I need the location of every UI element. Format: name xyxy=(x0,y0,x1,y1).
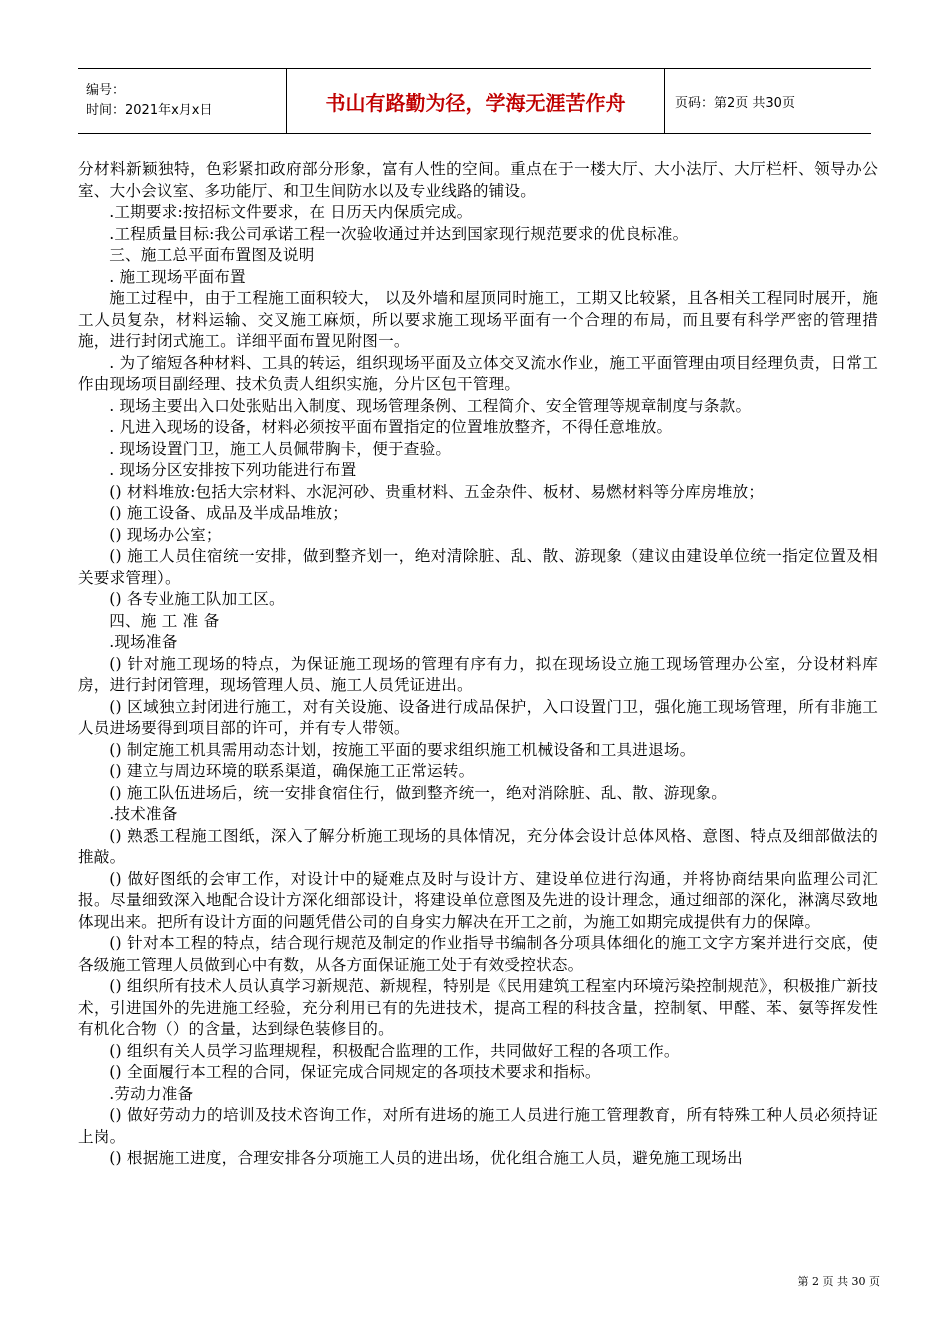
paragraph: () 针对施工现场的特点，为保证施工现场的管理有序有力，拟在现场设立施工现场管理办公室，分设材料库房，进行封闭管理，现场管理人员、施工人员凭证进出。 xyxy=(78,654,878,694)
paragraph: 施工过程中，由于工程施工面积较大， 以及外墙和屋顶同时施工，工期又比较紧，且各相关工程同时展开，施工人员复杂，材料运输、交叉施工麻烦，所以要求施工现场平面有一个合理的布局，而且要有科学严密的管理措施，进行封闭式施工。详细平面布置见附图一。 xyxy=(78,289,878,350)
document-header xyxy=(78,68,871,134)
paragraph: () 根据施工进度，合理安排各分项施工人员的进出场，优化组合施工人员，避免施工现场出 xyxy=(109,1149,743,1167)
paragraph: () 施工人员住宿统一安排，做到整齐划一，绝对清除脏、乱、散、游现象（建议由建设单位统一指定位置及相关要求管理）。 xyxy=(78,547,878,587)
header-meta xyxy=(78,69,287,134)
paragraph: () 组织有关人员学习监理规程，积极配合监理的工作，共同做好工程的各项工作。 xyxy=(109,1041,680,1060)
paragraph: () 全面履行本工程的合同，保证完成合同规定的各项技术要求和指标。 xyxy=(109,1063,601,1081)
paragraph: .技术准备 xyxy=(109,805,178,823)
paragraph: () 熟悉工程施工图纸，深入了解分析施工现场的具体情况，充分体会设计总体风格、意图、特点及细部做法的推敲。 xyxy=(78,826,878,866)
paragraph: . 施工现场平面布置 xyxy=(109,267,246,286)
paragraph: .现场准备 xyxy=(109,633,178,651)
paragraph: () 区域独立封闭进行施工，对有关设施、设备进行成品保护，入口设置门卫，强化施工现场管理，所有非施工人员进场要得到项目部的许可，并有专人带领。 xyxy=(78,697,878,737)
document-body xyxy=(78,159,878,1170)
paragraph: () 做好图纸的会审工作，对设计中的疑难点及时与设计方、建设单位进行沟通，并将协商结果向监理公司汇报。尽量细致深入地配合设计方深化细部设计，将建设单位意图及先进的设计理念，通过细部的深化，淋漓尽致地体现出来。把所有设计方面的问题凭借公司的自身实力解决在开工之前，为施工如期完成提供有力的保障。 xyxy=(78,869,878,931)
paragraph: () 施工队伍进场后，统一安排食宿住行，做到整齐统一，绝对消除脏、乱、散、游现象。 xyxy=(109,783,728,802)
paragraph: () 组织所有技术人员认真学习新规范、新规程，特别是《民用建筑工程室内环境污染控制规范》，积极推广新技术，引进国外的先进施工经验，充分利用已有的先进技术，提高工程的科技含量，控制氡、甲醛、苯、氨等挥发性有机化合物（）的含量，达到绿色装修目的。 xyxy=(78,977,878,1038)
paragraph: . 凡进入现场的设备，材料必须按平面布置指定的位置堆放整齐，不得任意堆放。 xyxy=(109,418,673,436)
document-number-label: 编号： xyxy=(86,83,126,98)
header-page-number: 页码：第2页 共30页 xyxy=(665,69,872,134)
paragraph: .劳动力准备 xyxy=(109,1084,194,1103)
paragraph: () 各专业施工队加工区。 xyxy=(109,590,285,608)
paragraph: .工期要求:按招标文件要求，在 日历天内保质完成。 xyxy=(109,203,473,221)
paragraph: () 现场办公室； xyxy=(109,525,222,544)
paragraph: . 现场设置门卫，施工人员佩带胸卡，便于查验。 xyxy=(109,439,452,458)
paragraph: .工程质量目标:我公司承诺工程一次验收通过并达到国家现行规范要求的优良标准。 xyxy=(109,224,689,243)
header-motto: 书山有路勤为径，学海无涯苦作舟 xyxy=(287,69,665,134)
paragraph: () 做好劳动力的培训及技术咨询工作，对所有进场的施工人员进行施工管理教育，所有特殊工种人员必须持证上岗。 xyxy=(78,1106,878,1146)
paragraph: () 建立与周边环境的联系渠道，确保施工正常运转。 xyxy=(109,762,475,780)
paragraph: () 材料堆放:包括大宗材料、水泥河砂、贵重材料、五金杂件、板材、易燃材料等分库房堆放； xyxy=(109,482,765,501)
paragraph: . 为了缩短各种材料、工具的转运，组织现场平面及立体交叉流水作业，施工平面管理由项目经理负责，日常工作由现场项目副经理、技术负责人组织实施，分片区包干管理。 xyxy=(78,353,878,393)
paragraph: . 现场分区安排按下列功能进行布置 xyxy=(109,461,357,479)
page-footer: 第 2 页 共 30 页 xyxy=(797,1275,880,1288)
paragraph: 三、施工总平面布置图及说明 xyxy=(109,246,315,264)
paragraph: () 制定施工机具需用动态计划，按施工平面的要求组织施工机械设备和工具进退场。 xyxy=(109,740,696,759)
document-date: 时间：2021年x月x日 xyxy=(86,103,213,118)
paragraph: 四、施 工 准 备 xyxy=(109,611,220,630)
paragraph: () 针对本工程的特点，结合现行规范及制定的作业指导书编制各分项具体细化的施工文字方案并进行交底，使各级施工管理人员做到心中有数，从各方面保证施工处于有效受控状态。 xyxy=(78,934,878,974)
paragraph: 分材料新颖独特，色彩紧扣政府部分形象，富有人性的空间。重点在于一楼大厅、大小法厅、大厅栏杆、领导办公室、大小会议室、多功能厅、和卫生间防水以及专业线路的铺设。 xyxy=(78,160,878,200)
paragraph: () 施工设备、成品及半成品堆放； xyxy=(109,504,349,522)
paragraph: . 现场主要出入口处张贴出入制度、现场管理条例、工程简介、安全管理等规章制度与条款。 xyxy=(109,396,752,415)
